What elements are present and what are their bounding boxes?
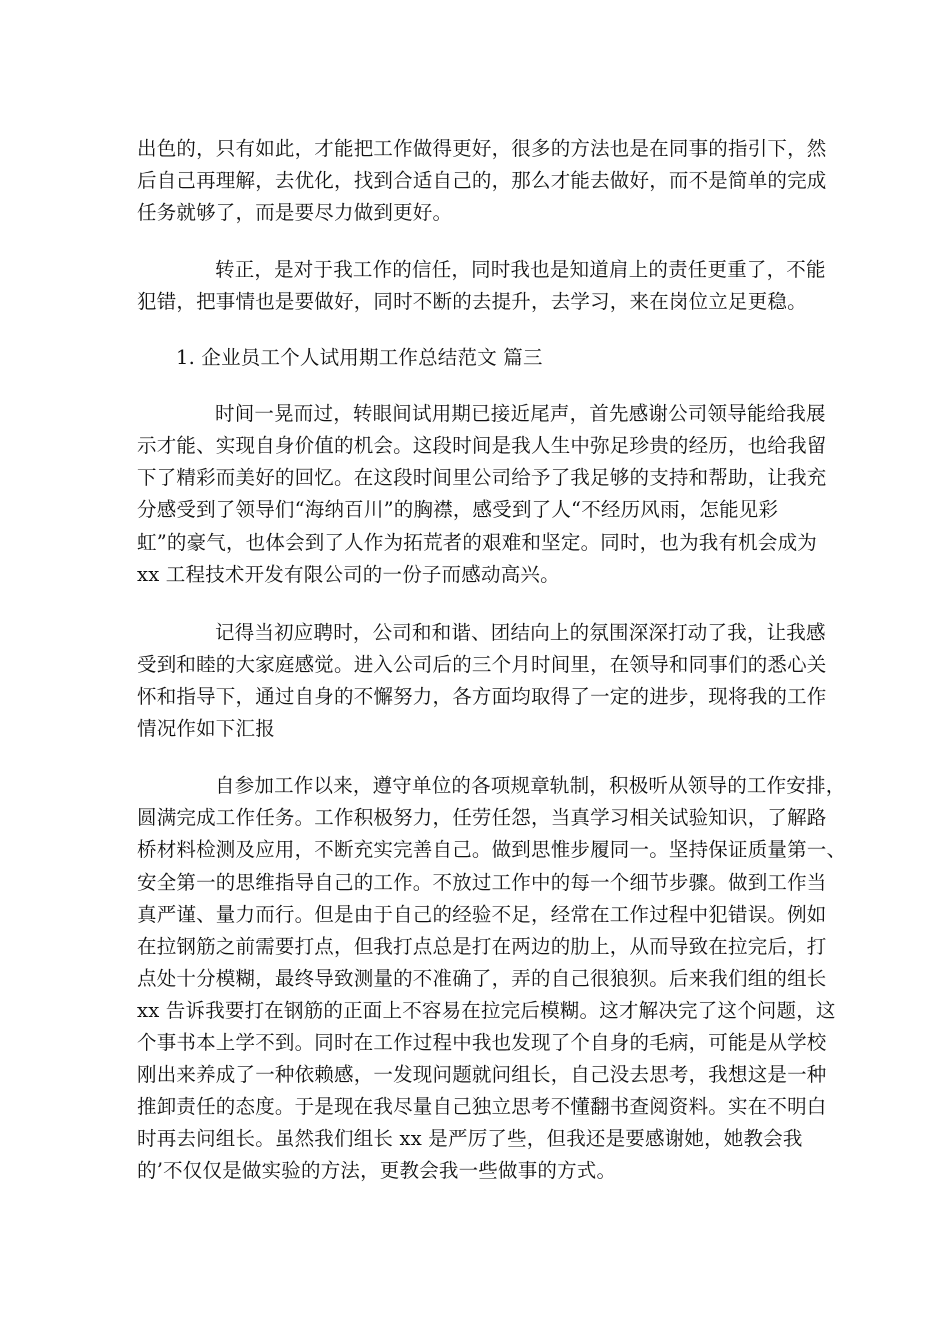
paragraph-3-line-2: 示才能、实现自身价值的机会。这段时间是我人生中弥足珍贵的经历，也给我留	[137, 434, 827, 457]
paragraph-3-line-6: xx 工程技术开发有限公司的一份子而感动高兴。	[137, 563, 560, 586]
paragraph-5-line-13: 的’不仅仅是做实验的方法，更教会我一些做事的方式。	[137, 1159, 617, 1182]
paragraph-5-line-3: 桥材料检测及应用，不断充实完善自己。做到思惟步履同一。坚持保证质量第一、	[137, 838, 847, 861]
paragraph-3-line-5: 虹”的豪气，也体会到了人作为拓荒者的艰难和坚定。同时，也为我有机会成为	[137, 531, 817, 554]
paragraph-1-line-2: 后自己再理解，去优化，找到合适自己的，那么才能去做好，而不是简单的完成	[137, 169, 827, 192]
paragraph-1-line-1: 出色的，只有如此，才能把工作做得更好，很多的方法也是在同事的指引下，然	[137, 137, 827, 160]
paragraph-5-line-7: 点处十分模糊，最终导致测量的不准确了，弄的自己很狼狈。后来我们组的组长	[137, 967, 827, 990]
paragraph-4-line-1: 记得当初应聘时，公司和和谐、团结向上的氛围深深打动了我，让我感	[215, 621, 826, 644]
paragraph-2-line-1: 转正，是对于我工作的信任，同时我也是知道肩上的责任更重了，不能	[215, 258, 826, 281]
paragraph-5-line-10: 刚出来养成了一种依赖感，一发现问题就问组长，自己没去思考，我想这是一种	[137, 1063, 827, 1086]
paragraph-1-line-3: 任务就够了，而是要尽力做到更好。	[137, 201, 453, 224]
paragraph-5-line-5: 真严谨、量力而行。但是由于自己的经验不足，经常在工作过程中犯错误。例如	[137, 903, 827, 926]
paragraph-3-line-4: 分感受到了领导们“海纳百川”的胸襟，感受到了人“不经历风雨，怎能见彩	[137, 498, 779, 521]
paragraph-5-line-1: 自参加工作以来，遵守单位的各项规章轨制，积极听从领导的工作安排，	[215, 774, 846, 797]
paragraph-4-line-4: 情况作如下汇报	[137, 717, 275, 740]
paragraph-4-line-2: 受到和睦的大家庭感觉。进入公司后的三个月时间里，在领导和同事们的悉心关	[137, 653, 827, 676]
paragraph-3-line-1: 时间一晃而过，转眼间试用期已接近尾声，首先感谢公司领导能给我展	[215, 402, 826, 425]
paragraph-4-line-3: 怀和指导下，通过自身的不懈努力，各方面均取得了一定的进步，现将我的工作	[137, 685, 827, 708]
section-heading: 1. 企业员工个人试用期工作总结范文 篇三	[176, 346, 543, 369]
paragraph-5-line-9: 个事书本上学不到。同时在工作过程中我也发现了个自身的毛病，可能是从学校	[137, 1031, 827, 1054]
paragraph-5-line-8: xx 告诉我要打在钢筋的正面上不容易在拉完后模糊。这才解决完了这个问题，这	[137, 999, 836, 1022]
paragraph-5-line-12: 时再去问组长。虽然我们组长 xx 是严厉了些，但我还是要感谢她，她教会我	[137, 1127, 803, 1150]
paragraph-5-line-4: 安全第一的思维指导自己的工作。不放过工作中的每一个细节步骤。做到工作当	[137, 871, 827, 894]
paragraph-2-line-2: 犯错，把事情也是要做好，同时不断的去提升，去学习，来在岗位立足更稳。	[137, 290, 807, 313]
paragraph-5-line-11: 推卸责任的态度。于是现在我尽量自己独立思考不懂翻书查阅资料。实在不明白	[137, 1095, 827, 1118]
paragraph-3-line-3: 下了精彩而美好的回忆。在这段时间里公司给予了我足够的支持和帮助，让我充	[137, 466, 827, 489]
paragraph-5-line-6: 在拉钢筋之前需要打点，但我打点总是打在两边的肋上，从而导致在拉完后，打	[137, 935, 827, 958]
paragraph-5-line-2: 圆满完成工作任务。工作积极努力，任劳任怨，当真学习相关试验知识，了解路	[137, 806, 827, 829]
